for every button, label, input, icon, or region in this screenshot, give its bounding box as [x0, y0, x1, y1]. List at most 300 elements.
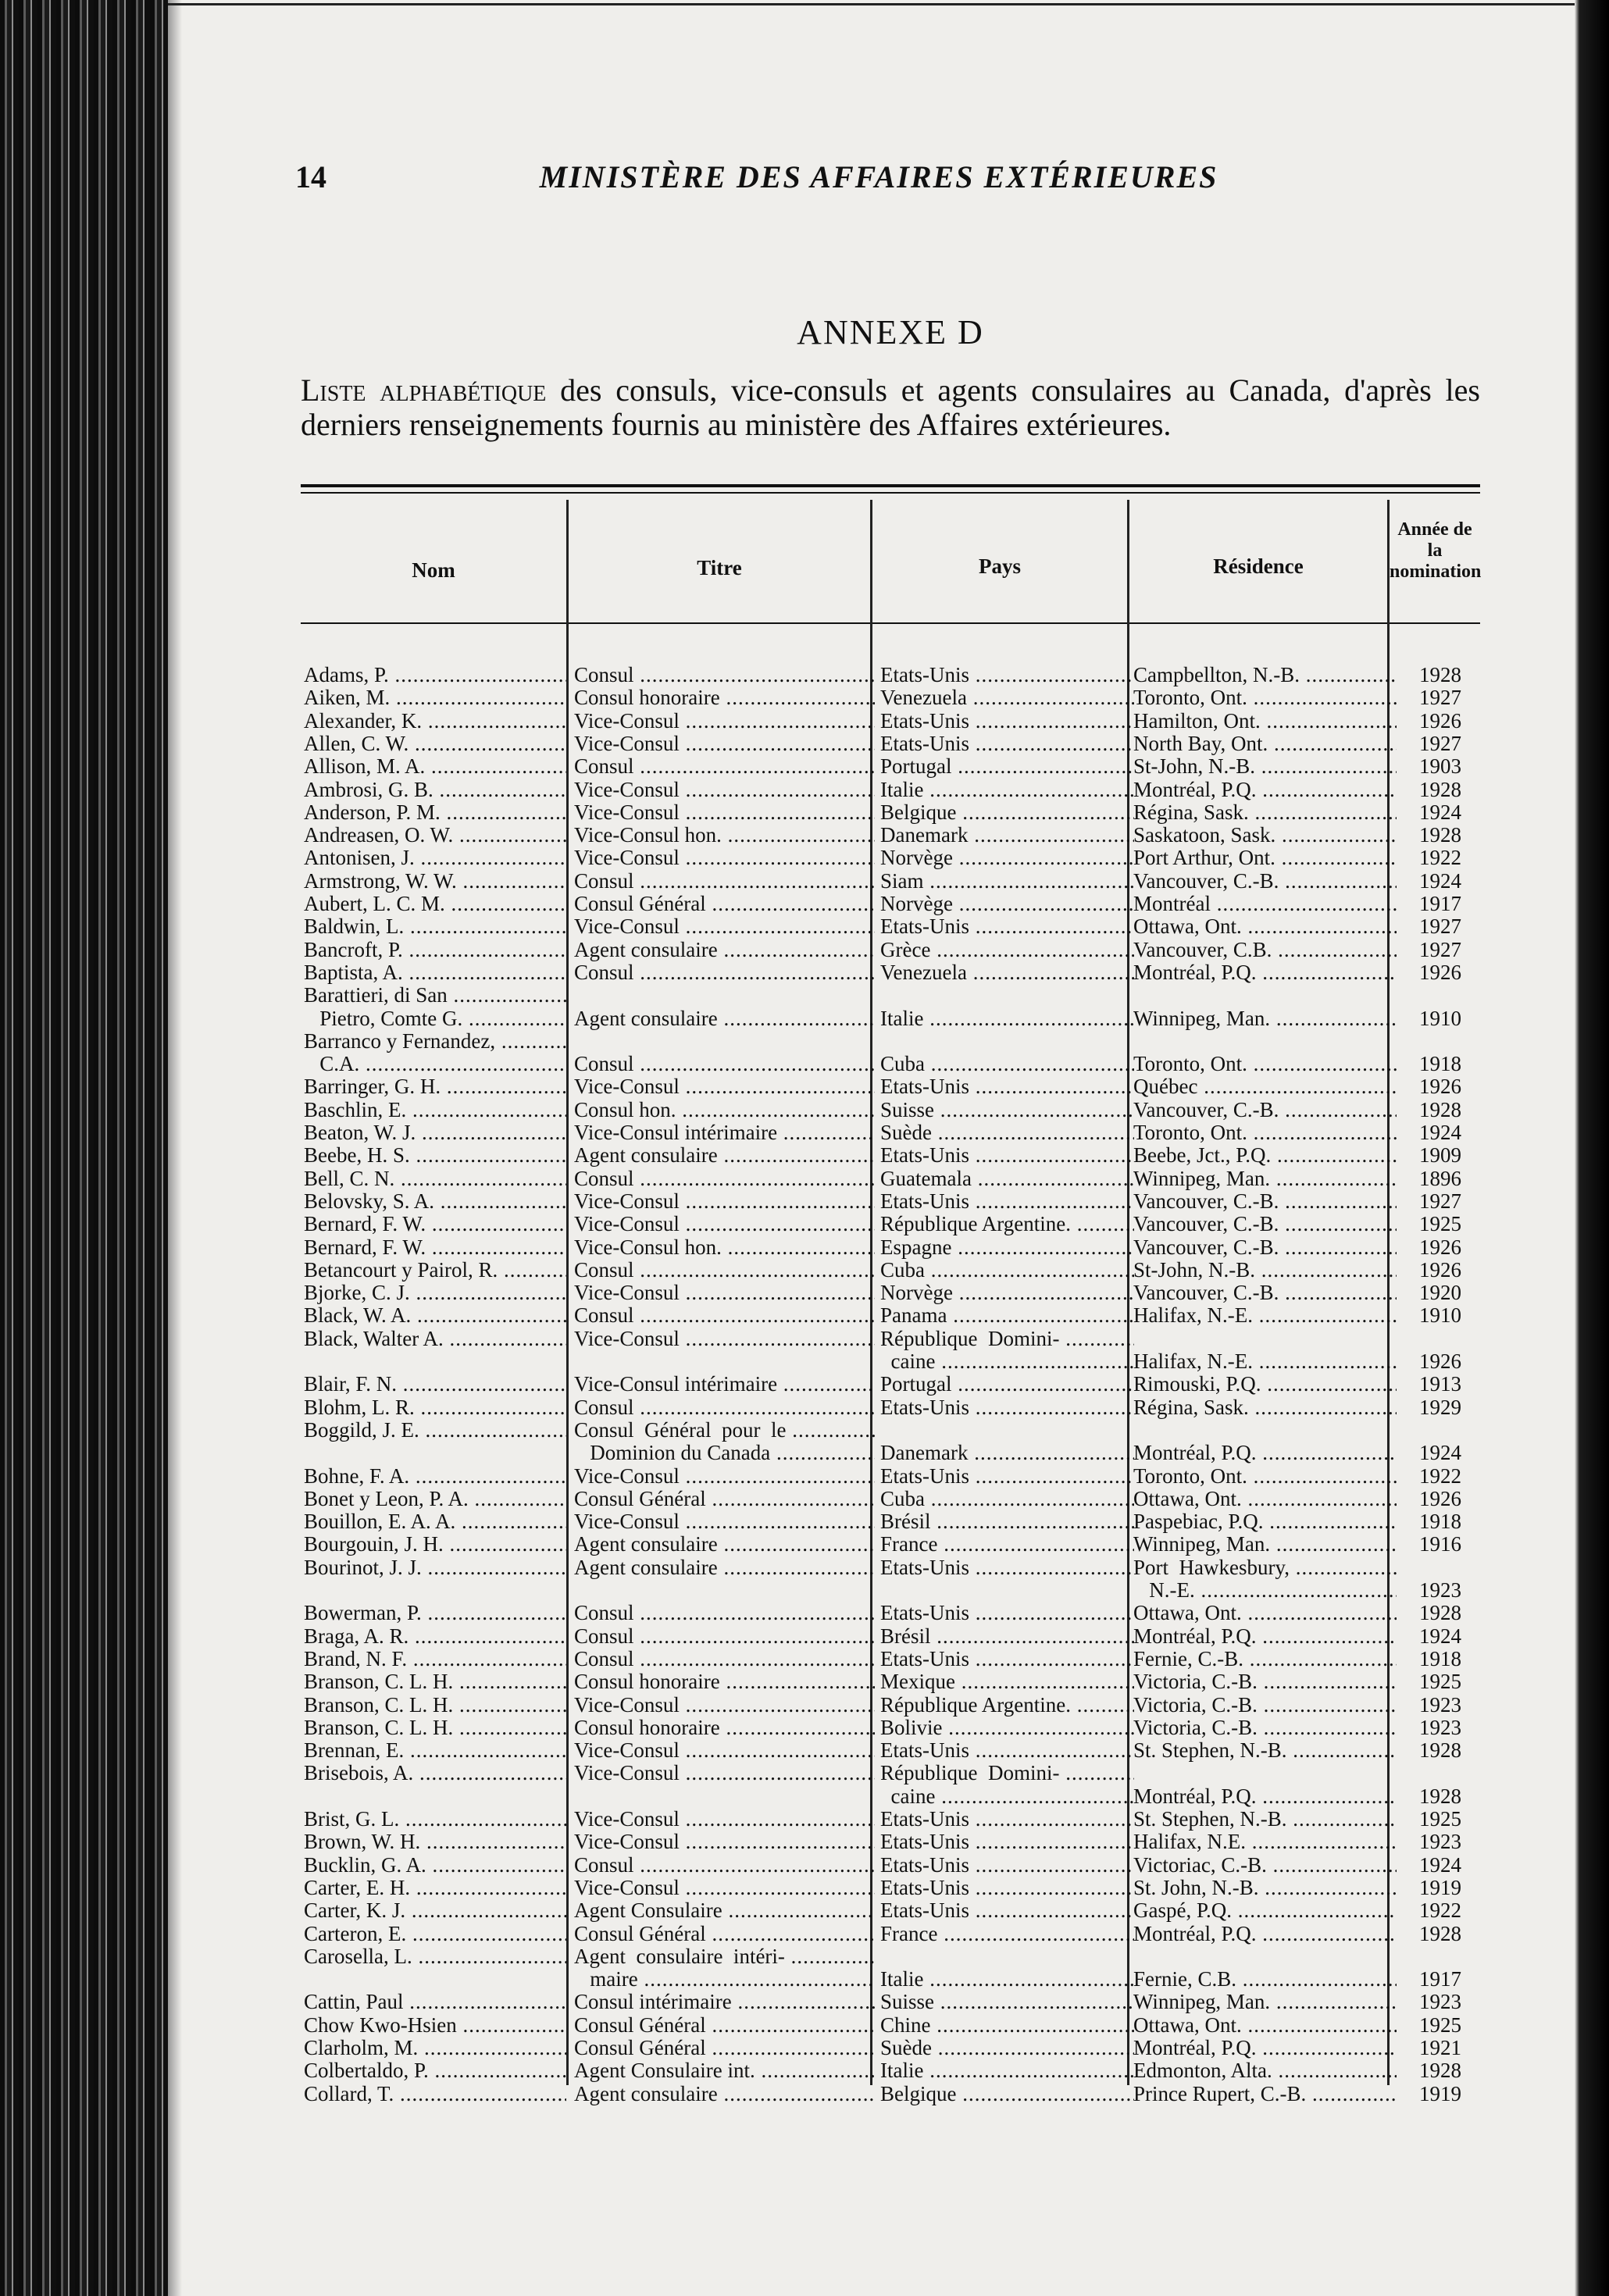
table-row [301, 1396, 1480, 1419]
header-country: Pays [979, 554, 1021, 578]
cell-country: République Domini- ..... [880, 1762, 1134, 1784]
table-row [301, 1282, 1480, 1304]
cell-title: Vice-Consul ..... [574, 801, 875, 824]
cell-title: maire ..... [574, 1968, 875, 1991]
cell-year: 1928 [1419, 1784, 1461, 1808]
cell-country: Etats-Unis ..... [880, 1877, 1134, 1899]
table-row [301, 1579, 1480, 1602]
cell-country: Brésil ..... [880, 1510, 1134, 1533]
table-row [301, 1144, 1480, 1167]
cell-year: 1925 [1419, 1808, 1461, 1831]
cell-name: Bernard, F. W. ..... [304, 1236, 566, 1259]
cell-name: Brisebois, A. ..... [304, 1762, 566, 1784]
cell-title: Consul honoraire ..... [574, 1717, 875, 1739]
table-row [301, 1373, 1480, 1396]
table-row [301, 1099, 1480, 1121]
cell-name: Aiken, M. ..... [304, 686, 566, 709]
cell-title: Vice-Consul ..... [574, 847, 875, 869]
cell-year: 1922 [1419, 1464, 1461, 1488]
cell-year: 1923 [1419, 1716, 1461, 1739]
cell-title: Vice-Consul hon. ..... [574, 1236, 875, 1259]
cell-year: 1928 [1419, 1922, 1461, 1945]
cell-country: Danemark ..... [880, 824, 1134, 847]
cell-title: Consul Général ..... [574, 2014, 875, 2037]
table-row [301, 1762, 1480, 1784]
cell-name: Carter, E. H. ..... [304, 1877, 566, 1899]
cell-residence: Halifax, N.-E. ..... [1133, 1350, 1397, 1373]
cell-country: Etats-Unis ..... [880, 1831, 1134, 1853]
cell-name: Baschlin, E. ..... [304, 1099, 566, 1121]
cell-year: 1926 [1419, 709, 1461, 733]
cell-title: Agent consulaire ..... [574, 1144, 875, 1167]
cell-year: 1928 [1419, 824, 1461, 847]
cell-year: 1923 [1419, 1579, 1461, 1602]
cell-year: 1910 [1419, 1007, 1461, 1030]
cell-residence: Montréal ..... [1133, 893, 1397, 915]
cell-year: 1918 [1419, 1053, 1461, 1076]
cell-year: 1926 [1419, 1258, 1461, 1282]
cell-country: Italie ..... [880, 1968, 1134, 1991]
table-row [301, 870, 1480, 893]
cell-country: République Domini- ..... [880, 1328, 1134, 1350]
header-residence: Résidence [1213, 554, 1304, 578]
cell-year: 1926 [1419, 1235, 1461, 1259]
table-row [301, 1442, 1480, 1464]
running-header [289, 159, 1468, 198]
cell-residence: Ottawa, Ont. ..... [1133, 2014, 1397, 2037]
table-row [301, 1694, 1480, 1717]
cell-residence: Régina, Sask. ..... [1133, 1396, 1397, 1419]
top-border [168, 3, 1575, 5]
table-row [301, 1923, 1480, 1945]
table-row [301, 2014, 1480, 2037]
cell-country: Danemark ..... [880, 1442, 1134, 1464]
cell-title: Consul ..... [574, 1625, 875, 1648]
table-row [301, 1625, 1480, 1648]
cell-title: Consul ..... [574, 870, 875, 893]
cell-year: 1918 [1419, 1647, 1461, 1670]
cell-residence: Edmonton, Alta. ..... [1133, 2059, 1397, 2082]
cell-country: Italie ..... [880, 1007, 1134, 1030]
cell-name: Barringer, G. H. ..... [304, 1075, 566, 1098]
cell-residence: Winnipeg, Man. ..... [1133, 1168, 1397, 1190]
cell-residence: St. John, N.-B. ..... [1133, 1877, 1397, 1899]
cell-residence: Rimouski, P.Q. ..... [1133, 1373, 1397, 1396]
header-title: Titre [697, 556, 742, 579]
cell-country: Etats-Unis ..... [880, 915, 1134, 938]
table-row [301, 1465, 1480, 1488]
cell-country: Norvège ..... [880, 893, 1134, 915]
cell-year: 1918 [1419, 1510, 1461, 1534]
table-row [301, 1808, 1480, 1831]
cell-title: Consul Général pour le ..... [574, 1419, 875, 1442]
cell-country: Venezuela ..... [880, 686, 1134, 709]
cell-title: Consul ..... [574, 664, 875, 686]
table-row [301, 1190, 1480, 1213]
cell-title: Consul Général ..... [574, 1923, 875, 1945]
cell-country: France ..... [880, 1923, 1134, 1945]
cell-year: 1928 [1419, 2059, 1461, 2083]
cell-title: Agent consulaire ..... [574, 1533, 875, 1556]
cell-year: 1924 [1419, 869, 1461, 893]
cell-name: Bjorke, C. J. ..... [304, 1282, 566, 1304]
cell-title: Vice-Consul hon. ..... [574, 824, 875, 847]
cell-residence: Toronto, Ont. ..... [1133, 1121, 1397, 1144]
cell-year: 1923 [1419, 1831, 1461, 1854]
cell-name: Beaton, W. J. ..... [304, 1121, 566, 1144]
cell-year: 1926 [1419, 1487, 1461, 1510]
cell-name: Belovsky, S. A. ..... [304, 1190, 566, 1213]
cell-title: Agent consulaire ..... [574, 2083, 875, 2105]
cell-residence: Québec ..... [1133, 1075, 1397, 1098]
cell-title: Agent consulaire ..... [574, 1007, 875, 1030]
cell-title: Vice-Consul ..... [574, 779, 875, 801]
cell-country: Grèce ..... [880, 939, 1134, 961]
cell-title: Vice-Consul ..... [574, 1831, 875, 1853]
cell-name: Barattieri, di San ..... [304, 984, 566, 1007]
cell-name: Armstrong, W. W. ..... [304, 870, 566, 893]
cell-country: Norvège ..... [880, 1282, 1134, 1304]
cell-name: Brand, N. F. ..... [304, 1648, 566, 1670]
cell-residence: Campbellton, N.-B. ..... [1133, 664, 1397, 686]
cell-country: Etats-Unis ..... [880, 1602, 1134, 1624]
table-row [301, 1648, 1480, 1670]
cell-title: Consul ..... [574, 961, 875, 984]
table-row [301, 1328, 1480, 1350]
cell-year: 1922 [1419, 1899, 1461, 1923]
cell-residence: Montréal, P.Q. ..... [1133, 779, 1397, 801]
cell-name: Colbertaldo, P. ..... [304, 2059, 566, 2082]
table-row [301, 1304, 1480, 1327]
cell-name: Bucklin, G. A. ..... [304, 1854, 566, 1877]
cell-title: Consul ..... [574, 1259, 875, 1282]
cell-name: Branson, C. L. H. ..... [304, 1694, 566, 1717]
cell-residence: Vancouver, C.-B. ..... [1133, 1099, 1397, 1121]
cell-residence: St-John, N.-B. ..... [1133, 755, 1397, 778]
cell-country: Etats-Unis ..... [880, 1556, 1134, 1579]
cell-year: 1926 [1419, 961, 1461, 984]
cell-title: Agent consulaire ..... [574, 939, 875, 961]
cell-country: Etats-Unis ..... [880, 1075, 1134, 1098]
cell-residence: Montréal, P.Q. ..... [1133, 1923, 1397, 1945]
intro-text: des consuls, vice-consuls et agents consulaires au Canada, d'après les derniers renseignements fournis au ministère des Affaires extérieures. [301, 373, 1480, 442]
cell-residence: Saskatoon, Sask. ..... [1133, 824, 1397, 847]
cell-residence: Beebe, Jct., P.Q. ..... [1133, 1144, 1397, 1167]
cell-year: 1927 [1419, 915, 1461, 939]
cell-name: Collard, T. ..... [304, 2083, 566, 2105]
cell-country: Italie ..... [880, 2059, 1134, 2082]
cell-name: Ambrosi, G. B. ..... [304, 779, 566, 801]
table-row [301, 1556, 1480, 1579]
table-row [301, 1991, 1480, 2013]
table-top-rule-thin [301, 492, 1480, 494]
cell-name: Cattin, Paul ..... [304, 1991, 566, 2013]
cell-country: caine ..... [880, 1785, 1134, 1808]
cell-name: Brown, W. H. ..... [304, 1831, 566, 1853]
table-row [301, 1854, 1480, 1877]
cell-residence: Halifax, N.-E. ..... [1133, 1304, 1397, 1327]
table-row [301, 2083, 1480, 2105]
cell-year: 1927 [1419, 732, 1461, 755]
cell-residence: Port Arthur, Ont. ..... [1133, 847, 1397, 869]
cell-title: Vice-Consul ..... [574, 733, 875, 755]
cell-country: Guatemala ..... [880, 1168, 1134, 1190]
cell-title: Vice-Consul ..... [574, 1739, 875, 1762]
cell-name: Andreasen, O. W. ..... [304, 824, 566, 847]
cell-year: 1913 [1419, 1373, 1461, 1396]
table-row [301, 1007, 1480, 1030]
cell-title: Agent consulaire ..... [574, 1556, 875, 1579]
table-row [301, 1236, 1480, 1259]
cell-name: Antonisen, J. ..... [304, 847, 566, 869]
table-row [301, 1945, 1480, 1968]
cell-country: Etats-Unis ..... [880, 1899, 1134, 1922]
running-title: MINISTÈRE DES AFFAIRES EXTÉRIEURES [539, 159, 1218, 194]
cell-country: Brésil ..... [880, 1625, 1134, 1648]
cell-residence: Montréal, P.Q. ..... [1133, 1625, 1397, 1648]
cell-name: Carteron, E. ..... [304, 1923, 566, 1945]
cell-country: Chine ..... [880, 2014, 1134, 2037]
cell-name: Carosella, L. ..... [304, 1945, 566, 1968]
cell-year: 1919 [1419, 2082, 1461, 2105]
cell-country: Portugal ..... [880, 755, 1134, 778]
cell-name: Branson, C. L. H. ..... [304, 1670, 566, 1693]
cell-residence: Montréal, P.Q. ..... [1133, 961, 1397, 984]
cell-year: 1928 [1419, 1739, 1461, 1763]
cell-name: Blohm, L. R. ..... [304, 1396, 566, 1419]
cell-title: Consul honoraire ..... [574, 1670, 875, 1693]
cell-residence: Fernie, C.-B. ..... [1133, 1648, 1397, 1670]
cell-year: 1928 [1419, 778, 1461, 801]
table-top-rule [301, 484, 1480, 487]
cell-year: 1924 [1419, 1624, 1461, 1648]
cell-country: Etats-Unis ..... [880, 1465, 1134, 1488]
cell-country: Suisse ..... [880, 1991, 1134, 2013]
cell-residence: Toronto, Ont. ..... [1133, 1053, 1397, 1075]
cell-country: Etats-Unis ..... [880, 710, 1134, 733]
cell-year: 1917 [1419, 893, 1461, 915]
header-year: Année de la nomination [1390, 519, 1482, 582]
cell-year: 1924 [1419, 1121, 1461, 1144]
cell-title: Consul ..... [574, 1602, 875, 1624]
cell-residence: Montréal, P.Q. ..... [1133, 2037, 1397, 2059]
cell-name: Clarholm, M. ..... [304, 2037, 566, 2059]
cell-title: Consul ..... [574, 1168, 875, 1190]
cell-country: Cuba ..... [880, 1488, 1134, 1510]
cell-year: 1919 [1419, 1876, 1461, 1899]
table-row [301, 1717, 1480, 1739]
cell-year: 1909 [1419, 1144, 1461, 1168]
table-row [301, 1121, 1480, 1144]
cell-country: Suisse ..... [880, 1099, 1134, 1121]
cell-country: Etats-Unis ..... [880, 1854, 1134, 1877]
cell-name: Anderson, P. M. ..... [304, 801, 566, 824]
cell-name: Aubert, L. C. M. ..... [304, 893, 566, 915]
cell-residence: Victoria, C.-B. ..... [1133, 1694, 1397, 1717]
cell-country: République Argentine. ..... [880, 1694, 1134, 1717]
intro-paragraph [301, 373, 1480, 442]
header-name: Nom [412, 558, 455, 582]
cell-title: Consul ..... [574, 1053, 875, 1075]
cell-title: Consul ..... [574, 1304, 875, 1327]
cell-name: Black, W. A. ..... [304, 1304, 566, 1327]
intro-lead: Liste alphabétique [301, 373, 547, 408]
cell-country: Etats-Unis ..... [880, 1144, 1134, 1167]
cell-country: République Argentine. ..... [880, 1213, 1134, 1235]
cell-residence: St. Stephen, N.-B. ..... [1133, 1808, 1397, 1831]
table-row [301, 1602, 1480, 1624]
cell-year: 1903 [1419, 755, 1461, 779]
cell-name: Bell, C. N. ..... [304, 1168, 566, 1190]
cell-country: caine ..... [880, 1350, 1134, 1373]
cell-year: 1925 [1419, 2013, 1461, 2037]
cell-country: Belgique ..... [880, 2083, 1134, 2105]
table-row [301, 801, 1480, 824]
cell-title: Vice-Consul ..... [574, 1328, 875, 1350]
cell-residence: Victoriac, C.-B. ..... [1133, 1854, 1397, 1877]
cell-title: Agent Consulaire int. ..... [574, 2059, 875, 2082]
cell-name: Branson, C. L. H. ..... [304, 1717, 566, 1739]
table-row [301, 779, 1480, 801]
cell-year: 1896 [1419, 1167, 1461, 1190]
cell-country: Bolivie ..... [880, 1717, 1134, 1739]
cell-name: Braga, A. R. ..... [304, 1625, 566, 1648]
table-row [301, 1419, 1480, 1442]
cell-title: Consul honoraire ..... [574, 686, 875, 709]
cell-country: Etats-Unis ..... [880, 664, 1134, 686]
cell-title: Vice-Consul ..... [574, 1762, 875, 1784]
cell-residence: Ottawa, Ont. ..... [1133, 915, 1397, 938]
cell-title: Vice-Consul ..... [574, 1877, 875, 1899]
page-edge-shadow [1575, 0, 1609, 2296]
cell-name: Bernard, F. W. ..... [304, 1213, 566, 1235]
cell-name: Brennan, E. ..... [304, 1739, 566, 1762]
cell-residence: Montréal, P.Q. ..... [1133, 1785, 1397, 1808]
table-row [301, 710, 1480, 733]
cell-title: Vice-Consul ..... [574, 1465, 875, 1488]
cell-residence: Hamilton, Ont. ..... [1133, 710, 1397, 733]
cell-country: Espagne ..... [880, 1236, 1134, 1259]
cell-residence: Victoria, C.-B. ..... [1133, 1717, 1397, 1739]
cell-year: 1910 [1419, 1304, 1461, 1328]
cell-title: Vice-Consul ..... [574, 1694, 875, 1717]
cell-year: 1928 [1419, 664, 1461, 686]
cell-residence: Prince Rupert, C.-B. ..... [1133, 2083, 1397, 2105]
cell-year: 1924 [1419, 800, 1461, 824]
cell-title: Consul intérimaire ..... [574, 1991, 875, 2013]
cell-residence: Vancouver, C.-B. ..... [1133, 1282, 1397, 1304]
cell-residence: Ottawa, Ont. ..... [1133, 1602, 1397, 1624]
cell-residence: Victoria, C.-B. ..... [1133, 1670, 1397, 1693]
cell-year: 1924 [1419, 1853, 1461, 1877]
cell-title: Vice-Consul ..... [574, 915, 875, 938]
table-row [301, 915, 1480, 938]
cell-name: C.A. ..... [304, 1053, 566, 1075]
cell-year: 1927 [1419, 1189, 1461, 1213]
cell-year: 1922 [1419, 847, 1461, 870]
table-row [301, 1213, 1480, 1235]
cell-name: Beebe, H. S. ..... [304, 1144, 566, 1167]
cell-year: 1926 [1419, 1075, 1461, 1099]
cell-title: Agent Consulaire ..... [574, 1899, 875, 1922]
cell-name: Allison, M. A. ..... [304, 755, 566, 778]
cell-residence: Fernie, C.B. ..... [1133, 1968, 1397, 1991]
cell-title: Consul ..... [574, 755, 875, 778]
cell-name: Adams, P. ..... [304, 664, 566, 686]
cell-title: Vice-Consul ..... [574, 710, 875, 733]
cell-country: Belgique ..... [880, 801, 1134, 824]
cell-residence: Winnipeg, Man. ..... [1133, 1007, 1397, 1030]
cell-residence: Halifax, N.E. ..... [1133, 1831, 1397, 1853]
table-row [301, 2037, 1480, 2059]
cell-title: Vice-Consul ..... [574, 1213, 875, 1235]
cell-country: Venezuela ..... [880, 961, 1134, 984]
cell-name: Bancroft, P. ..... [304, 939, 566, 961]
cell-name: Boggild, J. E. ..... [304, 1419, 566, 1442]
cell-year: 1929 [1419, 1396, 1461, 1419]
cell-title: Consul Général ..... [574, 893, 875, 915]
cell-year: 1916 [1419, 1533, 1461, 1556]
cell-title: Agent consulaire intéri- ..... [574, 1945, 875, 1968]
cell-year: 1921 [1419, 2037, 1461, 2059]
cell-title: Vice-Consul ..... [574, 1190, 875, 1213]
cell-residence: Paspebiac, P.Q. ..... [1133, 1510, 1397, 1533]
cell-country: Etats-Unis ..... [880, 1739, 1134, 1762]
cell-year: 1917 [1419, 1968, 1461, 1991]
cell-residence: Vancouver, C.-B. ..... [1133, 1236, 1397, 1259]
cell-year: 1927 [1419, 686, 1461, 710]
cell-title: Consul Général ..... [574, 1488, 875, 1510]
cell-name: Barranco y Fernandez, ..... [304, 1030, 566, 1053]
cell-country: Portugal ..... [880, 1373, 1134, 1396]
cell-name: Chow Kwo-Hsien ..... [304, 2014, 566, 2037]
cell-residence: Winnipeg, Man. ..... [1133, 1533, 1397, 1556]
cell-residence: St-John, N.-B. ..... [1133, 1259, 1397, 1282]
cell-country: Siam ..... [880, 870, 1134, 893]
cell-residence: Montréal, P.Q. ..... [1133, 1442, 1397, 1464]
table-row [301, 1350, 1480, 1373]
cell-country: Cuba ..... [880, 1053, 1134, 1075]
cell-year: 1923 [1419, 1693, 1461, 1717]
table-row [301, 1510, 1480, 1533]
cell-title: Vice-Consul ..... [574, 1075, 875, 1098]
cell-name: Bourinot, J. J. ..... [304, 1556, 566, 1579]
cell-name: Bouillon, E. A. A. ..... [304, 1510, 566, 1533]
cell-residence: N.-E. ..... [1133, 1579, 1397, 1602]
cell-residence: Gaspé, P.Q. ..... [1133, 1899, 1397, 1922]
cell-year: 1926 [1419, 1350, 1461, 1373]
cell-title: Consul ..... [574, 1854, 875, 1877]
cell-residence: St. Stephen, N.-B. ..... [1133, 1739, 1397, 1762]
table-row [301, 1259, 1480, 1282]
cell-residence: North Bay, Ont. ..... [1133, 733, 1397, 755]
cell-name: Bourgouin, J. H. ..... [304, 1533, 566, 1556]
cell-residence: Régina, Sask. ..... [1133, 801, 1397, 824]
cell-title: Vice-Consul ..... [574, 1510, 875, 1533]
cell-residence: Vancouver, C.-B. ..... [1133, 1213, 1397, 1235]
cell-name: Baldwin, L. ..... [304, 915, 566, 938]
cell-name: Pietro, Comte G. ..... [304, 1007, 566, 1030]
table-row [301, 961, 1480, 984]
cell-residence: Toronto, Ont. ..... [1133, 686, 1397, 709]
table-row [301, 1488, 1480, 1510]
cell-country: Suède ..... [880, 1121, 1134, 1144]
table-row [301, 1785, 1480, 1808]
cell-name: Alexander, K. ..... [304, 710, 566, 733]
cell-residence: Winnipeg, Man. ..... [1133, 1991, 1397, 2013]
cell-name: Brist, G. L. ..... [304, 1808, 566, 1831]
cell-year: 1924 [1419, 1442, 1461, 1465]
